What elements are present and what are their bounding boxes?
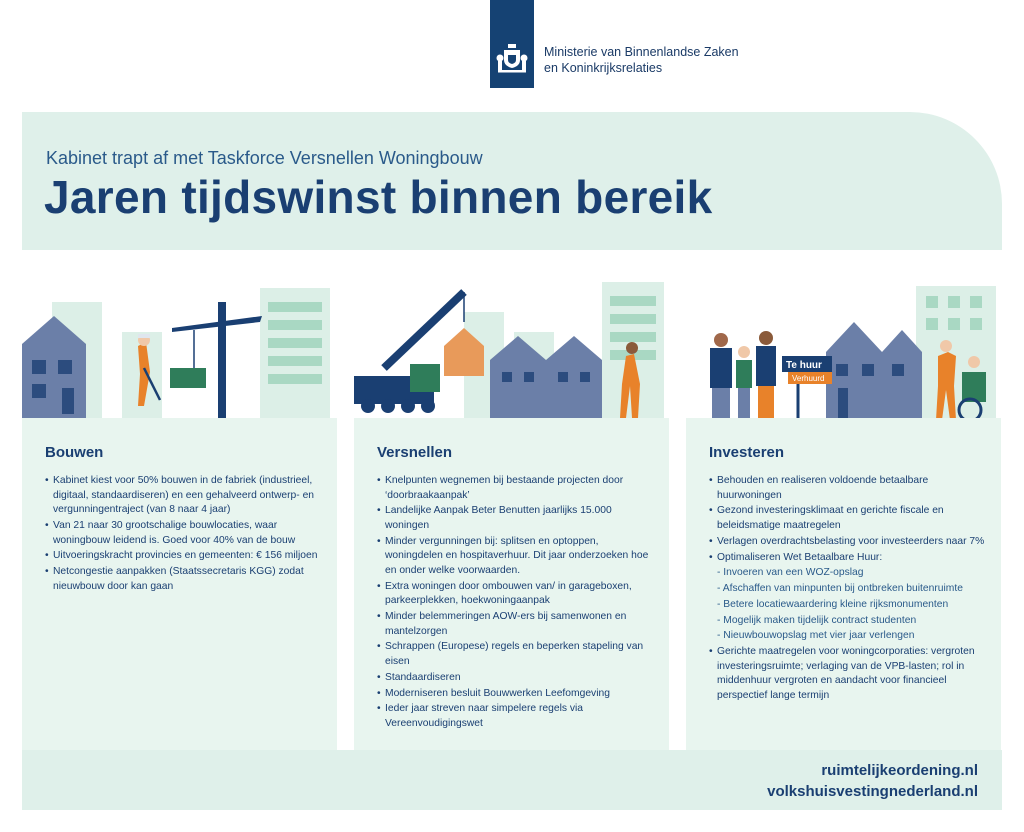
page-title: Jaren tijdswinst binnen bereik bbox=[44, 171, 713, 223]
list-item: • Gezond investeringsklimaat en gerichte fiscale en beleidsmatige maatregelen bbox=[709, 504, 989, 533]
list-item: • Schrappen (Europese) regels en beperken stapeling van eisen bbox=[377, 640, 657, 669]
crane-truck-illustration bbox=[354, 272, 669, 424]
bullet-list bbox=[709, 474, 989, 705]
sub-list-item: - Betere locatiewaardering kleine rijksmonumenten bbox=[717, 598, 949, 610]
sign-text-verhuurd: Verhuurd bbox=[792, 374, 825, 383]
link-volkshuisvesting[interactable]: volkshuisvestingnederland.nl bbox=[767, 783, 978, 800]
bullet-list bbox=[377, 474, 657, 733]
sub-list-item: - Invoeren van een WOZ-opslag bbox=[717, 567, 864, 579]
column-bouwen bbox=[22, 272, 337, 750]
housing-people-illustration bbox=[686, 272, 1001, 424]
list-item: • Minder belemmeringen AOW-ers bij samenwonen en mantelzorgen bbox=[377, 610, 657, 639]
column-investeren bbox=[686, 272, 1001, 750]
sub-list-item: - Nieuwbouwopslag met vier jaar verlengen bbox=[717, 630, 915, 642]
column-heading: Bouwen bbox=[45, 444, 104, 461]
list-item: • Behouden en realiseren voldoende betaalbare huurwoningen bbox=[709, 474, 989, 503]
ministry-line-1: Ministerie van Binnenlandse Zaken bbox=[544, 45, 739, 59]
link-ruimtelijkeordening[interactable]: ruimtelijkeordening.nl bbox=[821, 762, 978, 779]
list-item: • Gerichte maatregelen voor woningcorporaties: vergroten investeringsruimte; verlaging van de VPB-lasten; rol in middenhuur vergroten en aandacht voor financieel perspectief lange termijn bbox=[709, 645, 989, 703]
list-item: • Uitvoeringskracht provincies en gemeenten: € 156 miljoen bbox=[45, 549, 325, 564]
list-item: • Netcongestie aanpakken (Staatssecretaris KGG) zodat nieuwbouw door kan gaan bbox=[45, 565, 325, 594]
list-item: • Ieder jaar streven naar simpelere regels via Vereenvoudigingswet bbox=[377, 702, 657, 731]
list-item: • Extra woningen door ombouwen van/ in garageboxen, parkeerplekken, hoekwoningaanpak bbox=[377, 580, 657, 609]
list-item: • Minder vergunningen bij: splitsen en optoppen, woningdelen en hospitaverhuur. Dit jaar onderzoeken hoe en onder welke voorwaarden. bbox=[377, 535, 657, 579]
coat-of-arms-icon bbox=[490, 0, 534, 88]
list-item: • Verlagen overdrachtsbelasting voor investeerders naar 7% bbox=[709, 535, 989, 550]
sub-list-item: - Afschaffen van minpunten bij ontbreken buitenruimte bbox=[717, 583, 963, 595]
list-item: • Kabinet kiest voor 50% bouwen in de fabriek (industrieel, digitaal, standaardiseren) en een gehalveerd ontwerp- en vergunningentraject (van 8 naar 4 jaar) bbox=[45, 474, 325, 518]
list-item: • Van 21 naar 30 grootschalige bouwlocaties, waar woningbouw leidend is. Goed voor 40% van de bouw bbox=[45, 519, 325, 548]
column-heading: Versnellen bbox=[377, 444, 453, 461]
column-heading: Investeren bbox=[709, 444, 785, 461]
ministry-line-2: en Koninkrijksrelaties bbox=[544, 61, 663, 75]
list-item: • Optimaliseren Wet Betaalbare Huur: bbox=[709, 551, 989, 566]
list-item: • Standaardiseren bbox=[377, 671, 657, 686]
list-item: • Knelpunten wegnemen bij bestaande projecten door ‘doorbraakaanpak’ bbox=[377, 474, 657, 503]
column-versnellen bbox=[354, 272, 669, 750]
list-item: • Landelijke Aanpak Beter Benutten jaarlijks 15.000 woningen bbox=[377, 504, 657, 533]
construction-illustration bbox=[22, 272, 337, 424]
sub-list-item: - Mogelijk maken tijdelijk contract studenten bbox=[717, 614, 917, 626]
sign-text-te-huur: Te huur bbox=[786, 360, 822, 371]
ministry-logo bbox=[490, 0, 534, 88]
page-subtitle: Kabinet trapt af met Taskforce Versnellen Woningbouw bbox=[46, 148, 483, 168]
ministry-name bbox=[544, 44, 739, 76]
list-item: • Moderniseren besluit Bouwwerken Leefomgeving bbox=[377, 687, 657, 702]
bullet-list bbox=[45, 474, 325, 596]
footer-panel bbox=[22, 750, 1002, 810]
